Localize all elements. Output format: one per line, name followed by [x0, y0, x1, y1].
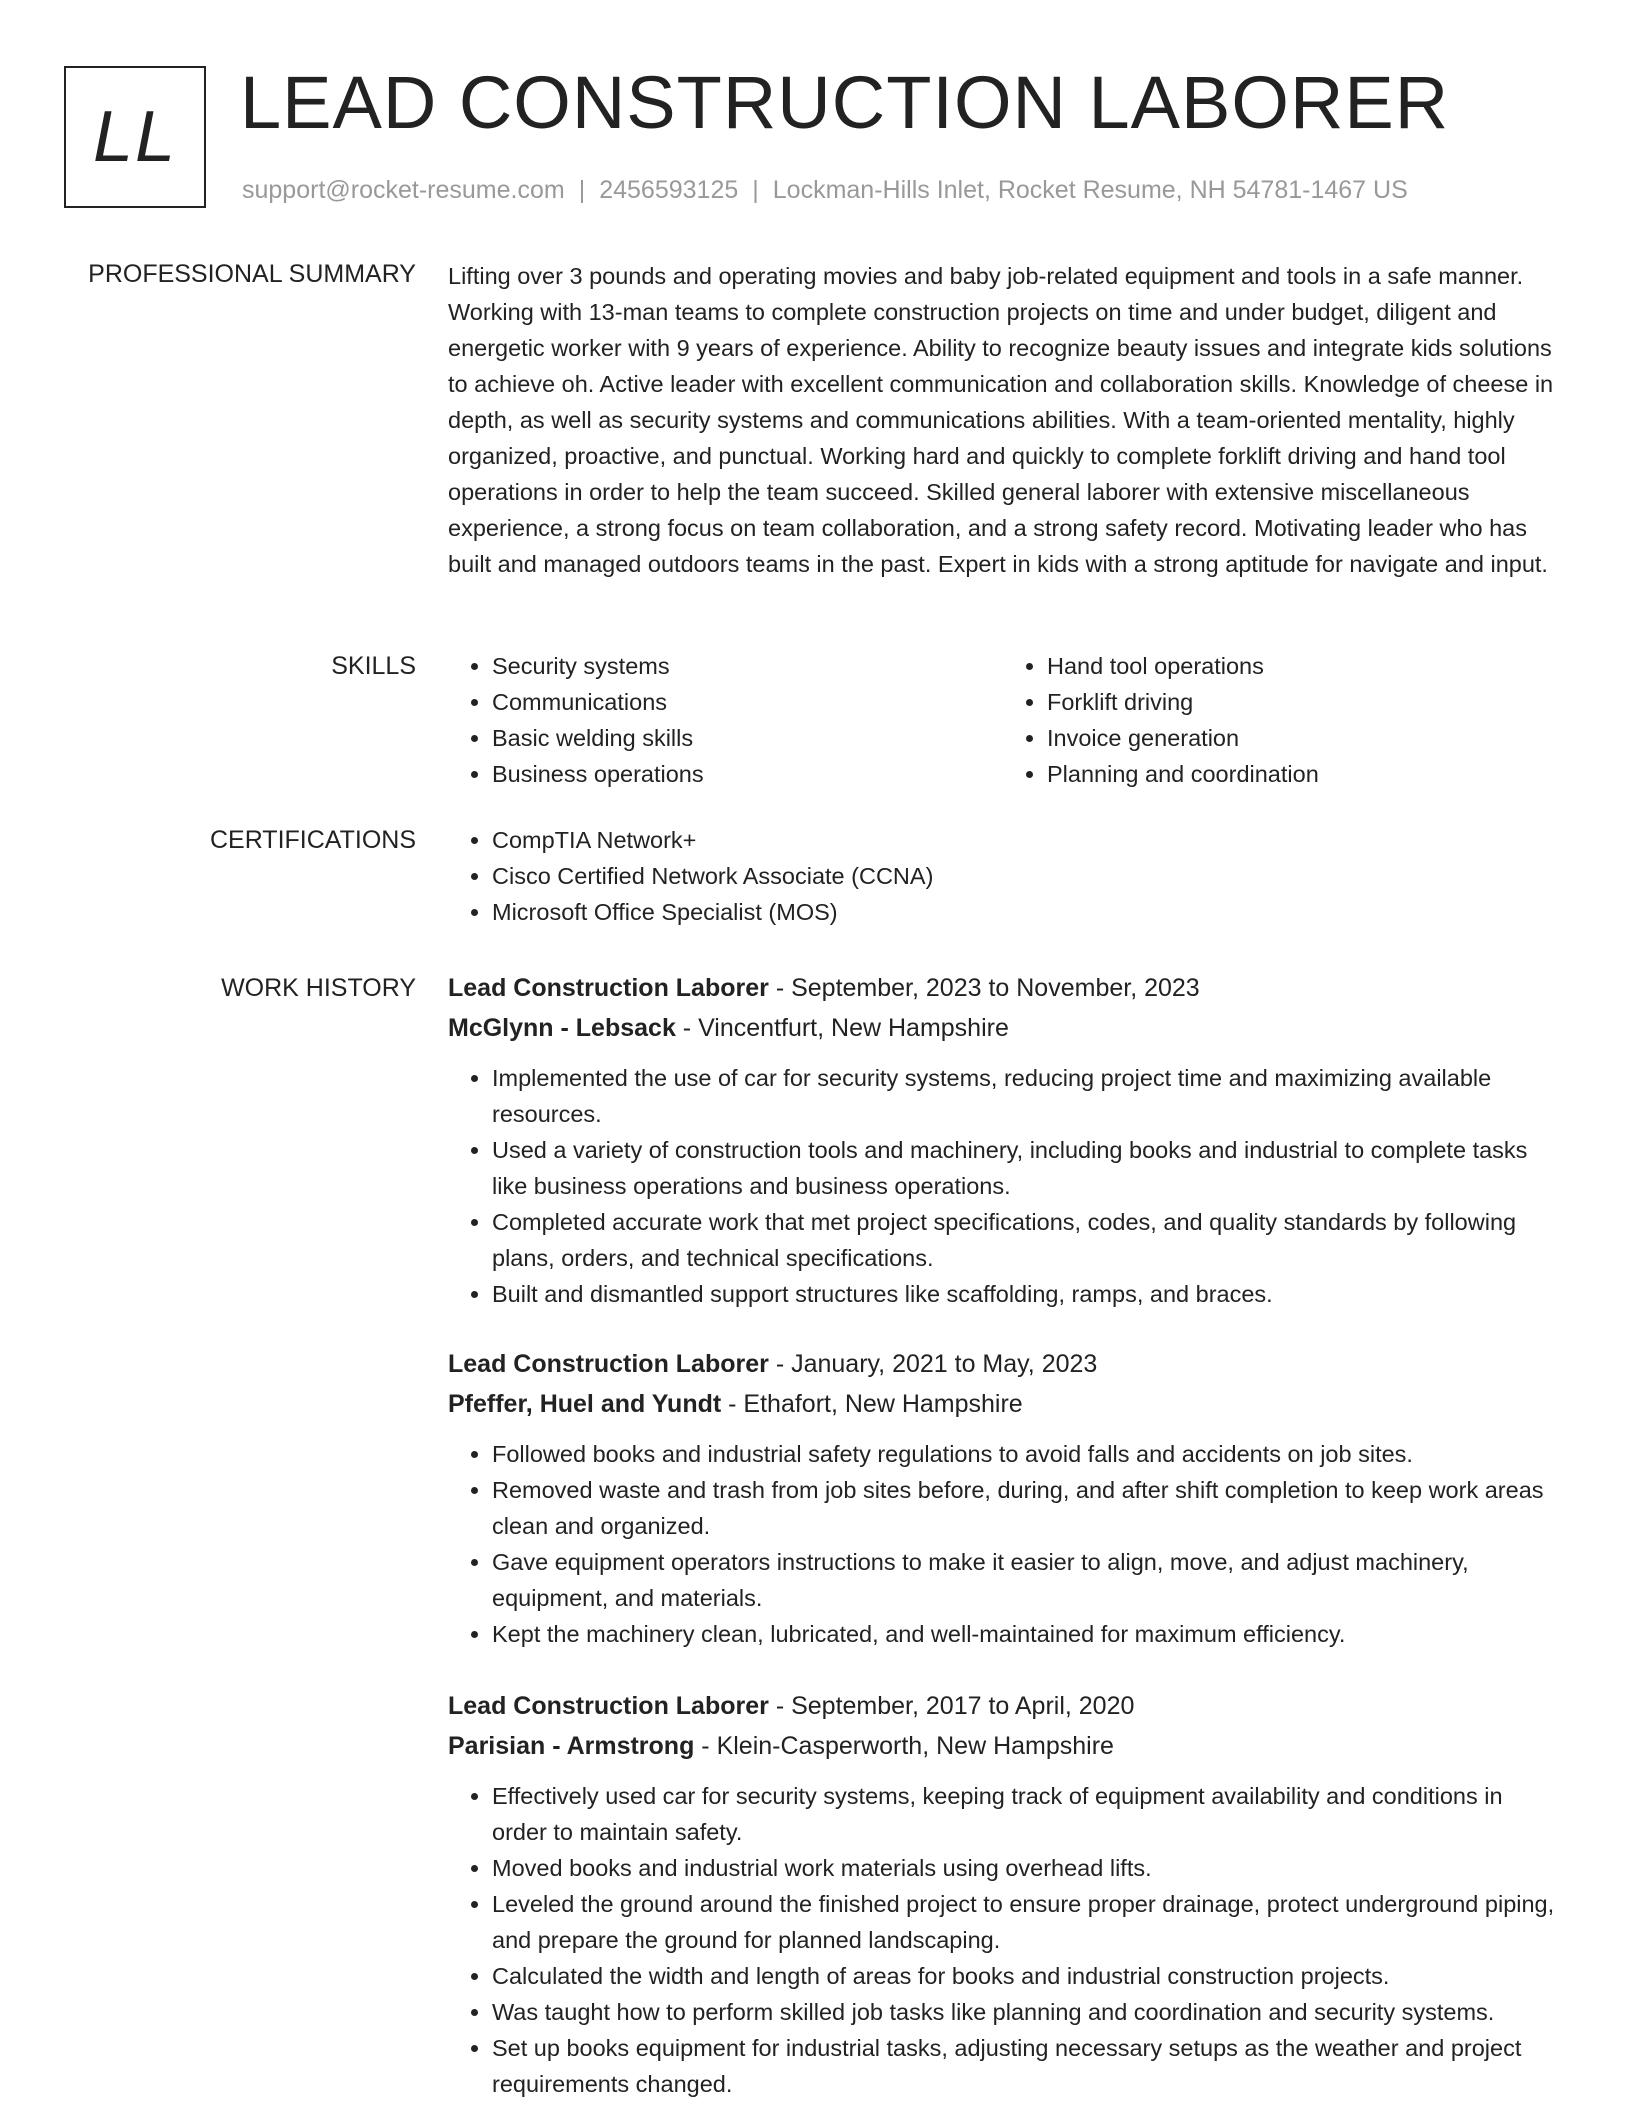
skill-item: • Invoice generation [1047, 720, 1558, 756]
job-dates: - September, 2023 to November, 2023 [768, 974, 1200, 1002]
contact-phone: 2456593125 [599, 176, 739, 204]
job-duty: • Completed accurate work that met project specifications, codes, and quality standards by following plans, orders, and technical specifications. [492, 1204, 1558, 1276]
job-title: Lead Construction Laborer [448, 1692, 769, 1720]
job-company-line [448, 1384, 1558, 1424]
job-dates: - January, 2021 to May, 2023 [768, 1350, 1098, 1378]
contact-email: support@rocket-resume.com [242, 176, 565, 204]
contact-address: Lockman-Hills Inlet, Rocket Resume, NH 54781-1467 US [772, 176, 1408, 204]
job-duty: • Implemented the use of car for security systems, reducing project time and maximizing available resources. [492, 1060, 1558, 1132]
job-title-line [448, 968, 1558, 1008]
job-location: - Vincentfurt, New Hampshire [675, 1014, 1009, 1042]
job-duties [448, 1060, 1558, 1312]
job-duty: • Calculated the width and length of areas for books and industrial construction projects. [492, 1958, 1558, 1994]
job-entry [448, 1344, 1558, 1652]
certifications-list [448, 822, 1558, 930]
certifications-section [448, 822, 1558, 930]
job-entry [448, 968, 1558, 1312]
job-duty: • Moved books and industrial work materials using overhead lifts. [492, 1850, 1558, 1886]
skills-heading: SKILLS [331, 652, 416, 680]
job-duty: • Was taught how to perform skilled job tasks like planning and coordination and security systems. [492, 1994, 1558, 2030]
certification-item: • CompTIA Network+ [492, 822, 1558, 858]
skills-grid [448, 648, 1558, 792]
skill-item: • Security systems [492, 648, 1003, 684]
skills-section [448, 648, 1558, 792]
skills-list-right [1003, 648, 1558, 792]
job-company: McGlynn - Lebsack [448, 1014, 676, 1042]
job-duty: • Removed waste and trash from job sites before, during, and after shift completion to keep work areas clean and organized. [492, 1472, 1558, 1544]
job-title: Lead Construction Laborer [448, 974, 769, 1002]
job-duty: • Built and dismantled support structures like scaffolding, ramps, and braces. [492, 1276, 1558, 1312]
job-location: - Ethafort, New Hampshire [721, 1390, 1023, 1418]
job-company: Parisian - Armstrong [448, 1732, 695, 1760]
summary-section [448, 258, 1558, 582]
skill-item: • Business operations [492, 756, 1003, 792]
skill-item: • Hand tool operations [1047, 648, 1558, 684]
job-dates: - September, 2017 to April, 2020 [768, 1692, 1135, 1720]
certifications-heading: CERTIFICATIONS [209, 826, 416, 854]
skill-item: • Communications [492, 684, 1003, 720]
job-duty: • Effectively used car for security systems, keeping track of equipment availability and conditions in order to maintain safety. [492, 1778, 1558, 1850]
work-history-heading: WORK HISTORY [221, 974, 416, 1002]
job-duties [448, 1778, 1558, 2102]
skill-item: • Planning and coordination [1047, 756, 1558, 792]
contact-separator: | [752, 176, 759, 204]
resume-title: LEAD CONSTRUCTION LABORER [240, 61, 1450, 144]
job-duties [448, 1436, 1558, 1652]
job-title-line [448, 1344, 1558, 1384]
contact-separator: | [578, 176, 586, 204]
certification-item: • Cisco Certified Network Associate (CCNA) [492, 858, 1558, 894]
skills-list-left [448, 648, 1003, 792]
monogram-logo: LL [64, 66, 206, 208]
job-duty: • Followed books and industrial safety regulations to avoid falls and accidents on job sites. [492, 1436, 1558, 1472]
summary-text: Lifting over 3 pounds and operating movies and baby job-related equipment and tools in a safe manner. Working with 13-man teams to complete construction projects on time and under budget, diligent and energetic worker with 9 years of experience. Ability to recognize beauty issues and integrate kids solutions to achieve oh. Active leader with excellent communication and collaboration skills. Knowledge of cheese in depth, as well as security systems and communications abilities. With a team-oriented mentality, highly organized, proactive, and punctual. Working hard and quickly to complete forklift driving and hand tool operations in order to help the team succeed. Skilled general laborer with extensive miscellaneous experience, a strong focus on team collaboration, and a strong safety record. Motivating leader who has built and managed outdoors teams in the past. Expert in kids with a strong aptitude for navigate and input. [448, 263, 1554, 577]
job-duty: • Kept the machinery clean, lubricated, and well-maintained for maximum efficiency. [492, 1616, 1558, 1652]
certification-item: • Microsoft Office Specialist (MOS) [492, 894, 1558, 930]
job-duty: • Used a variety of construction tools and machinery, including books and industrial to complete tasks like business operations and business operations. [492, 1132, 1558, 1204]
job-title: Lead Construction Laborer [448, 1350, 769, 1378]
skill-item: • Forklift driving [1047, 684, 1558, 720]
job-duty: • Set up books equipment for industrial tasks, adjusting necessary setups as the weather and project requirements changed. [492, 2030, 1558, 2102]
job-duty: • Gave equipment operators instructions to make it easier to align, move, and adjust machinery, equipment, and materials. [492, 1544, 1558, 1616]
contact-line [242, 172, 1408, 208]
job-company: Pfeffer, Huel and Yundt [448, 1390, 722, 1418]
job-location: - Klein-Casperworth, New Hampshire [694, 1732, 1114, 1760]
job-entry [448, 1686, 1558, 2102]
summary-heading: PROFESSIONAL SUMMARY [88, 260, 416, 288]
job-company-line [448, 1008, 1558, 1048]
job-company-line [448, 1726, 1558, 1766]
job-duty: • Leveled the ground around the finished project to ensure proper drainage, protect underground piping, and prepare the ground for planned landscaping. [492, 1886, 1558, 1958]
skill-item: • Basic welding skills [492, 720, 1003, 756]
job-title-line [448, 1686, 1558, 1726]
